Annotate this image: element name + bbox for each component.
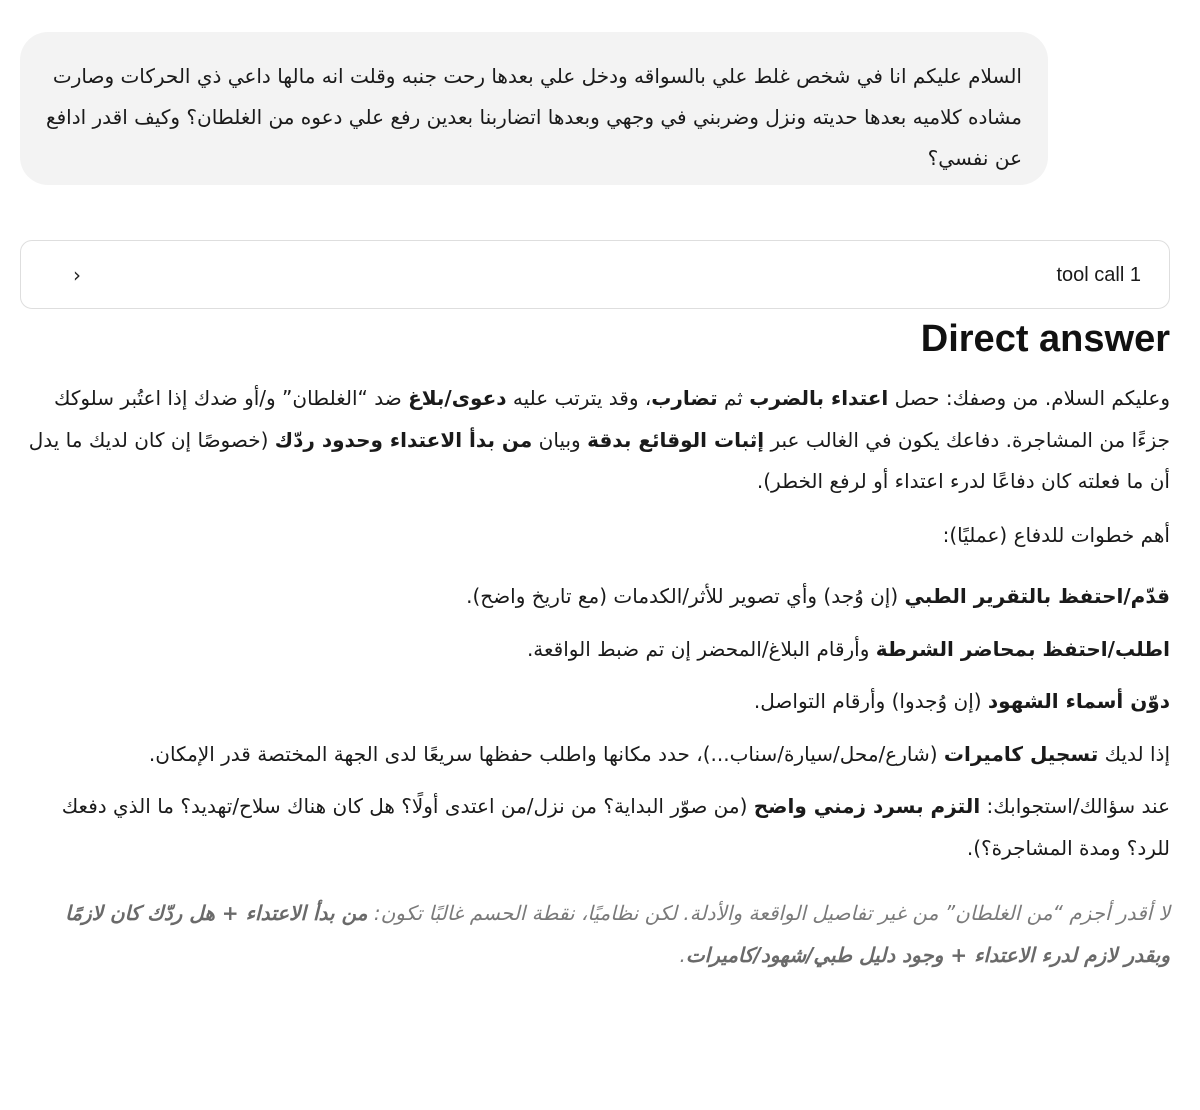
note-text-2: . [679,942,686,967]
step-item [22,734,1170,776]
intro-bold-3: دعوى/بلاغ [408,386,507,410]
intro-bold-4: إثبات الوقائع بدقة [587,427,765,452]
intro-bold-5: من بدأ الاعتداء وحدود ردّك [274,427,533,452]
step-bold: قدّم/احتفظ بالتقرير الطبي [904,584,1170,608]
step-item [22,786,1170,869]
step-item [22,681,1170,723]
tool-call-toggle[interactable] [20,240,1170,309]
step-bold: تسجيل كاميرات [943,741,1099,766]
intro-bold-2: تضارب [651,386,718,410]
step-rest: (من صوّر البداية؟ من نزل/من اعتدى أولًا؟ هل كان هناك سلاح/تهديد؟ ما الذي دفعك للرد؟ ومدة المشاجرة؟). [61,794,1170,860]
intro-bold-1: اعتداء بالضرب [749,386,889,410]
intro-paragraph [22,378,1170,503]
note-text-1: لا أقدر أجزم “من الغلطان” من غير تفاصيل الواقعة والأدلة. لكن نظاميًا، نقطة الحسم غالبًا تكون: [367,901,1170,925]
tool-call-label: tool call 1 [1056,264,1141,286]
step-item [22,576,1170,618]
disclaimer-note [22,893,1170,976]
intro-text-4: ضد “الغلطان” و/أو ضدك إذا اعتُبر سلوكك جزءًا من المشاجرة. دفاعك يكون في الغالب عبر [53,386,1170,452]
step-pre: إذا لديك [1098,741,1170,766]
intro-text-6: (خصوصًا إن كان لديك ما يدل أن ما فعلته كان دفاعًا لدرء اعتداء أو لرفع الخطر). [28,427,1170,493]
step-rest: (إن وُجدوا) وأرقام التواصل. [753,689,988,713]
chevron-right-icon: › [73,263,81,287]
intro-text-1: وعليكم السلام. من وصفك: حصل [888,386,1170,410]
step-rest: (شارع/محل/سيارة/سناب...)، حدد مكانها واطلب حفظها سريعًا لدى الجهة المختصة قدر الإمكان. [148,741,944,766]
user-message-bubble [20,32,1048,185]
step-rest: (إن وُجد) وأي تصوير للأثر/الكدمات (مع تاريخ واضح). [466,584,905,608]
step-bold: التزم بسرد زمني واضح [753,794,981,818]
step-pre: عند سؤالك/استجوابك: [980,794,1170,818]
answer-heading: Direct answer [920,318,1170,360]
steps-title: أهم خطوات للدفاع (عمليًا): [942,522,1170,547]
intro-text-5: وبيان [532,427,588,452]
answer-body [22,378,1170,976]
note-bold: من بدأ الاعتداء + هل ردّك كان لازمًا وبقدر لازم لدرء الاعتداء + وجود دليل طبي/شهود/كاميرات [65,901,1170,967]
user-message-text: السلام عليكم انا في شخص غلط علي بالسواقه ودخل علي بعدها رحت جنبه وقلت انه مالها داعي ذي الحركات وصارت مشاده كلاميه بعدها حديته ونزل وضربني في وجهي وبعدها اتضاربنا بعدين رفع علي دعوه من الغلطان؟ وكيف اقدر ادافع عن نفسي؟ [45,64,1022,170]
step-item [22,629,1170,671]
intro-text-3: ، وقد يترتب عليه [506,386,652,410]
intro-text-2: ثم [717,386,750,410]
step-rest: وأرقام البلاغ/المحضر إن تم ضبط الواقعة. [526,636,876,661]
step-bold: اطلب/احتفظ بمحاضر الشرطة [875,636,1170,661]
step-bold: دوّن أسماء الشهود [987,689,1170,713]
